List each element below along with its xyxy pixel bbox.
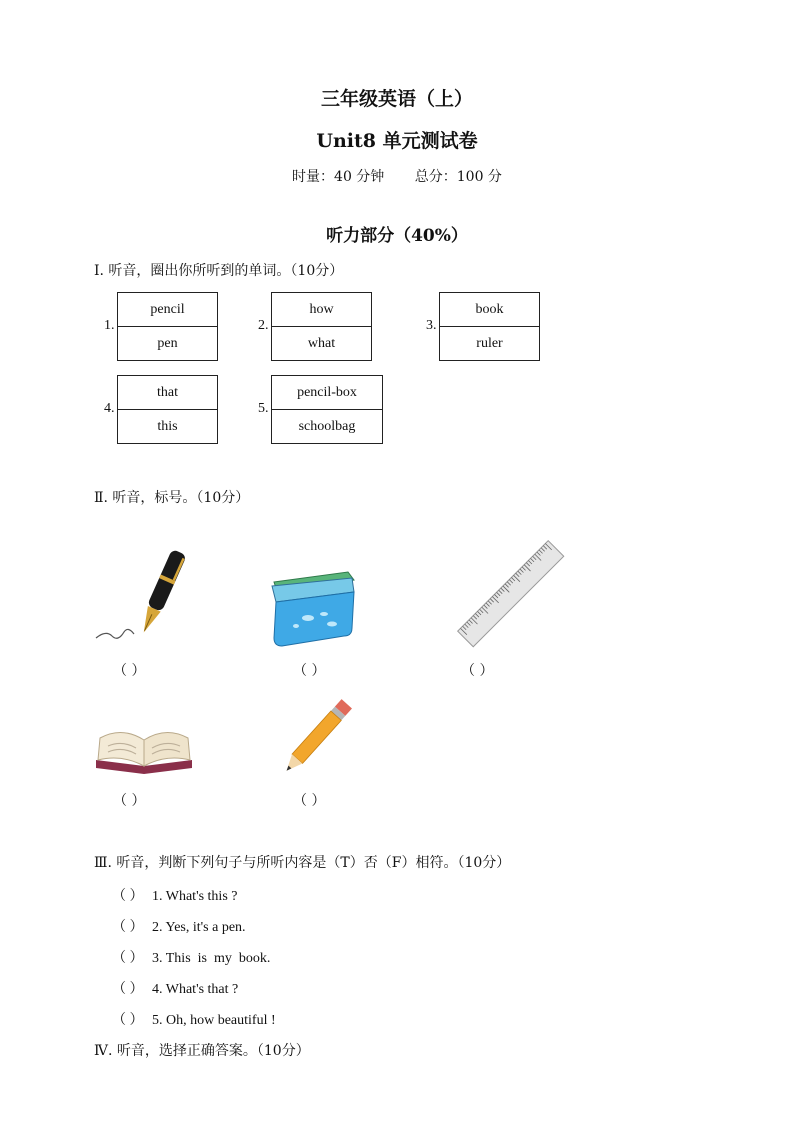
answer-blank[interactable]: （ ） xyxy=(293,793,326,809)
pencil-icon xyxy=(276,696,356,780)
question-row xyxy=(112,978,238,998)
answer-blank[interactable]: （ ） xyxy=(112,982,144,997)
question-text: 2. Yes, it's a pen. xyxy=(152,920,246,935)
word-option[interactable]: what xyxy=(307,336,336,351)
item-number: 1. xyxy=(104,318,115,333)
question-text: 5. Oh, how beautiful ! xyxy=(152,1013,276,1028)
word-option[interactable]: ruler xyxy=(476,336,503,351)
word-box xyxy=(271,375,383,444)
word-box xyxy=(117,292,218,361)
word-option[interactable]: how xyxy=(272,293,371,327)
exam-info xyxy=(0,166,794,186)
word-option[interactable]: book xyxy=(440,293,539,327)
listening-heading: 听力部分（40%） xyxy=(326,226,468,246)
total-score: 总分：100 分 xyxy=(414,169,502,185)
answer-blank[interactable]: （ ） xyxy=(461,663,494,679)
question-row xyxy=(112,885,237,905)
answer-blank[interactable]: （ ） xyxy=(112,920,144,935)
question-row xyxy=(112,916,246,936)
item-number: 4. xyxy=(104,401,115,416)
section1-heading: Ⅰ. 听音，圈出你所听到的单词。（10分） xyxy=(94,263,344,279)
word-option[interactable]: that xyxy=(118,376,217,410)
section3-heading: Ⅲ. 听音，判断下列句子与所听内容是（T）否（F）相符。（10分） xyxy=(94,855,511,871)
item-number: 2. xyxy=(258,318,269,333)
word-box xyxy=(439,292,540,361)
answer-blank[interactable]: （ ） xyxy=(112,951,144,966)
word-option[interactable]: pencil xyxy=(118,293,217,327)
word-option[interactable]: pencil-box xyxy=(272,376,382,410)
answer-blank[interactable]: （ ） xyxy=(113,793,146,809)
answer-blank[interactable]: （ ） xyxy=(112,889,144,904)
page-title: 三年级英语（上） xyxy=(320,88,473,110)
pencil-box-icon xyxy=(268,568,358,652)
time-limit: 时量：40 分钟 xyxy=(292,169,385,185)
answer-blank[interactable]: （ ） xyxy=(112,1013,144,1028)
question-text: 3. This is my book. xyxy=(152,951,271,966)
page-subtitle: Unit8 单元测试卷 xyxy=(316,130,478,152)
item-number: 5. xyxy=(258,401,269,416)
question-row xyxy=(112,1009,276,1029)
question-row xyxy=(112,947,270,967)
question-text: 1. What's this ? xyxy=(152,889,238,904)
answer-blank[interactable]: （ ） xyxy=(293,663,326,679)
item-number: 3. xyxy=(426,318,437,333)
section4-heading: Ⅳ. 听音，选择正确答案。（10分） xyxy=(94,1043,310,1059)
word-box xyxy=(271,292,372,361)
open-book-icon xyxy=(94,720,194,776)
word-box xyxy=(117,375,218,444)
section2-heading: Ⅱ. 听音，标号。（10分） xyxy=(94,490,250,506)
ruler-icon xyxy=(452,536,568,650)
fountain-pen-icon xyxy=(94,546,190,646)
question-text: 4. What's that ? xyxy=(152,982,239,997)
word-option[interactable]: this xyxy=(157,419,178,434)
answer-blank[interactable]: （ ） xyxy=(113,663,146,679)
word-option[interactable]: schoolbag xyxy=(298,419,356,434)
word-option[interactable]: pen xyxy=(157,336,178,351)
